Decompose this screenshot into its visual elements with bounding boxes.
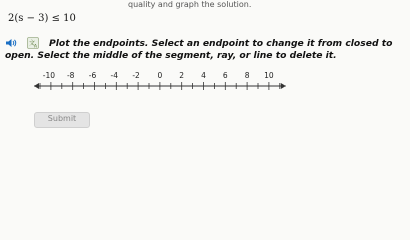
number-line-label: -6	[88, 71, 97, 80]
number-line-label: 6	[222, 71, 228, 80]
header-instruction: quality and graph the solution.	[128, 0, 252, 9]
svg-text:文: 文	[29, 40, 36, 47]
number-line-arrow-left	[34, 83, 39, 89]
inequality-expression: 2(s − 3) ≤ 10	[8, 13, 76, 24]
instructions-text: Plot the endpoints. Select an endpoint to change it from closed to open. Select the middle of the segment, ray, or line to delete it.	[5, 38, 393, 61]
number-line-label: 4	[201, 71, 206, 80]
number-line-label: -2	[132, 71, 140, 80]
number-line-label: 10	[264, 71, 274, 80]
number-line-label: -8	[66, 71, 75, 80]
number-line[interactable]	[0, 62, 274, 106]
number-line-label: 8	[244, 71, 250, 80]
submit-button[interactable]: Submit	[34, 112, 90, 128]
number-line-label: 0	[157, 71, 163, 80]
svg-text:A: A	[34, 44, 38, 50]
number-line-label: -4	[110, 71, 119, 80]
number-line-label: -10	[42, 71, 56, 80]
number-line-arrow-right	[281, 83, 286, 89]
number-line-label: 2	[179, 71, 185, 80]
number-line-labels	[43, 71, 274, 80]
